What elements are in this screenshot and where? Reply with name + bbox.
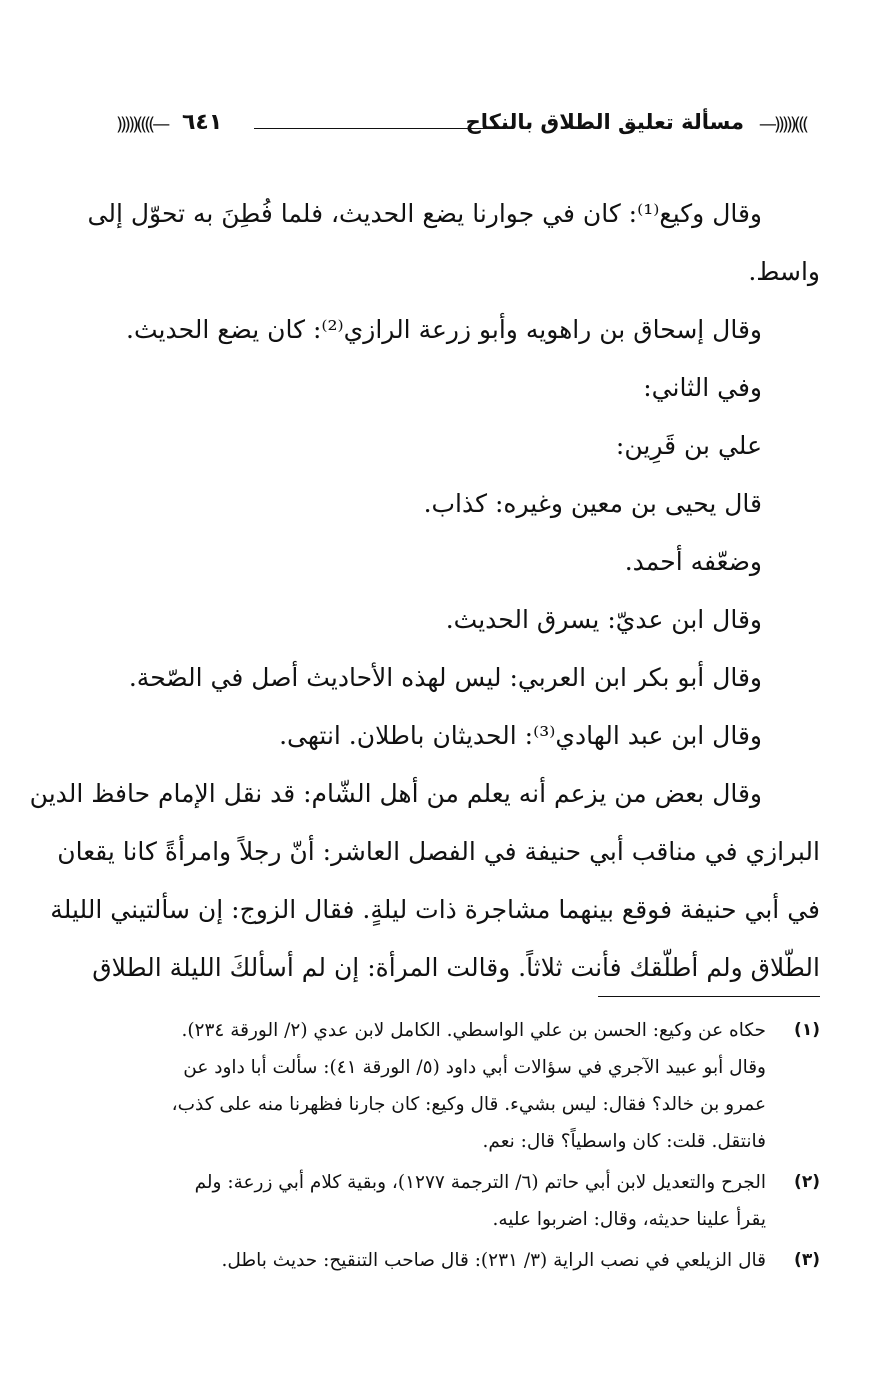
text-line: وفي الثاني: (643, 373, 762, 402)
text-line: الطّلاق ولم أطلّقك فأنت ثلاثاً. وقالت المرأة: إن لم أسألكَ الليلة الطلاق (92, 953, 820, 982)
footnote-3 (110, 1242, 820, 1279)
text-line: وقال ابن عديّ: يسرق الحديث. (445, 605, 762, 634)
text-line: وقال ابن عبد الهادي⁽³⁾: الحديثان باطلان. انتهى. (279, 721, 762, 750)
main-text (29, 185, 820, 997)
footnote-separator (598, 996, 820, 997)
footnote-number: (١) (794, 1020, 820, 1040)
footnote-line: يقرأ علينا حديثه، وقال: اضربوا عليه. (492, 1209, 766, 1230)
text-line: البرازي في مناقب أبي حنيفة في الفصل العاشر: أنّ رجلاً وامرأةً كانا يقعان (57, 837, 820, 866)
text-line: وقال بعض من يزعم أنه يعلم من أهل الشّام: قد نقل الإمام حافظ الدين (29, 779, 762, 808)
header-rule (254, 128, 506, 129)
page-header (116, 108, 806, 144)
text-line: وضعّفه أحمد. (624, 547, 762, 576)
text-line: قال يحيى بن معين وغيره: كذاب. (423, 489, 762, 518)
footnote-line: وقال أبو عبيد الآجري في سؤالات أبي داود (٥/ الورقة ٤١): سألت أبا داود عن (183, 1057, 766, 1078)
text-line: وقال إسحاق بن راهويه وأبو زرعة الرازي⁽²⁾: كان يضع الحديث. (126, 315, 762, 344)
text-line: وقال أبو بكر ابن العربي: ليس لهذه الأحاديث أصل في الصّحة. (128, 663, 762, 692)
footnotes (110, 1012, 820, 1279)
running-title: مسألة تعليق الطلاق بالنكاح (465, 110, 744, 134)
text-line: وقال وكيع⁽¹⁾: كان في جوارنا يضع الحديث، فلما فُطِنَ به تحوّل إلى (87, 199, 762, 228)
footnote-line: عمرو بن خالد؟ فقال: ليس بشيء. قال وكيع: كان جارنا فظهرنا منه على كذب، (171, 1094, 766, 1115)
text-line: في أبي حنيفة فوقع بينهما مشاجرة ذات ليلةٍ. فقال الزوج: إن سألتيني الليلة (50, 895, 820, 924)
header-ornament-right: —)))))((( (758, 114, 806, 135)
footnote-1 (110, 1012, 820, 1160)
footnote-line: الجرح والتعديل لابن أبي حاتم (٦/ الترجمة ١٢٧٧)، وبقية كلام أبي زرعة: ولم (194, 1172, 766, 1193)
header-ornament-left: )))))((((— (116, 114, 168, 135)
text-line: واسط. (748, 257, 820, 286)
text-line: علي بن قَرِين: (615, 431, 762, 460)
footnote-line: قال الزيلعي في نصب الراية (٣/ ٢٣١): قال صاحب التنقيح: حديث باطل. (221, 1250, 766, 1271)
footnote-number: (٢) (794, 1172, 820, 1192)
footnote-2 (110, 1164, 820, 1238)
footnote-number: (٣) (794, 1250, 820, 1270)
page-number: ٦٤١ (182, 110, 223, 135)
footnote-line: فانتقل. قلت: كان واسطياً؟ قال: نعم. (482, 1131, 766, 1152)
footnote-line: حكاه عن وكيع: الحسن بن علي الواسطي. الكامل لابن عدي (٢/ الورقة ٢٣٤). (181, 1020, 766, 1041)
